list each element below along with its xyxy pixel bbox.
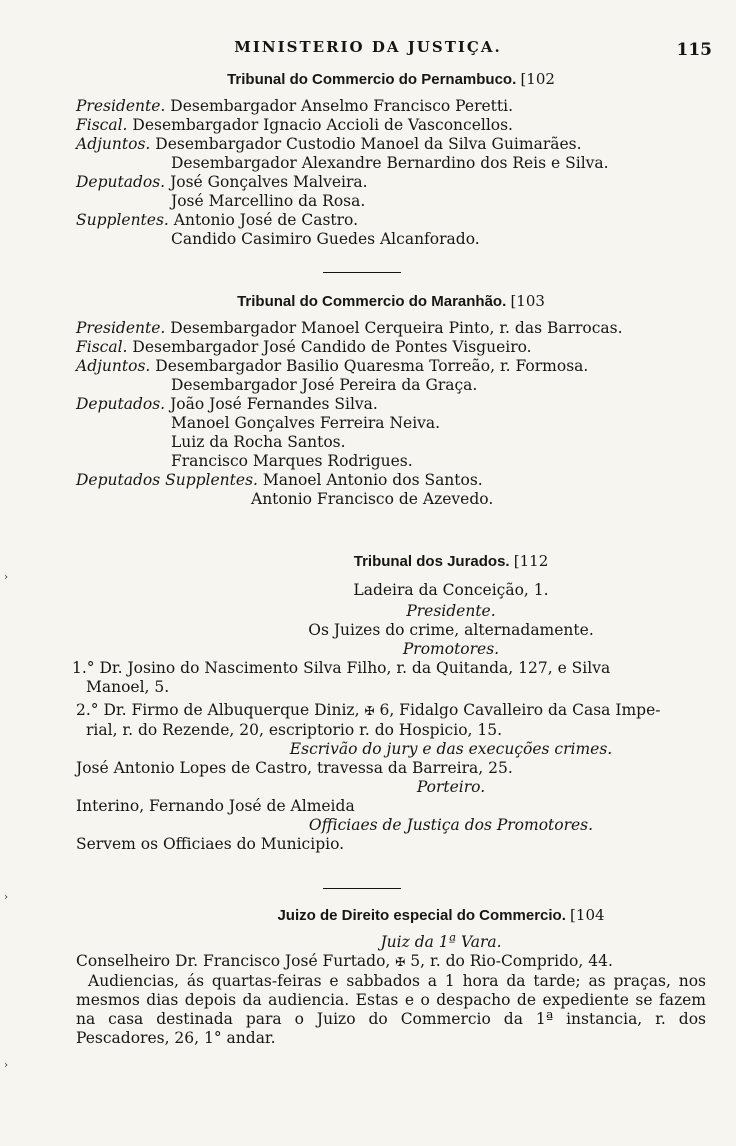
presidente-heading: Presidente. [406,602,496,620]
section-title [76,292,706,311]
vara-heading: Juiz da 1ª Vara. [380,933,502,951]
role-label: Deputados Supplentes. [76,471,258,489]
section-title-text: Juizo de Direito especial do Commercio. [277,907,566,924]
promotor-line [76,701,706,721]
promotor-line-continued: rial, r. do Rezende, 20, escriptorio r. do Hospicio, 15. [86,721,503,739]
promotor-text: 2.° Dr. Firmo de Albuquerque Diniz, [76,701,360,719]
entry-text: Manoel Antonio dos Santos. [262,471,483,489]
entry-text: João José Fernandes Silva. [170,395,378,413]
entry-line [76,376,706,395]
page-number: 115 [676,40,712,60]
promotor-text: 6, Fidalgo Cavalleiro da Casa Impe- [379,701,661,719]
entry-line [76,471,706,490]
juiz-text: Conselheiro Dr. Francisco José Furtado, [76,952,391,970]
entry-text: Candido Casimiro Guedes Alcanforado. [171,230,480,248]
section-title [76,552,706,571]
margin-mark: › [4,892,8,903]
entry-text: Desembargador José Candido de Pontes Visgueiro. [132,338,532,356]
entry-text: Francisco Marques Rodrigues. [171,452,413,470]
entry-line [76,357,706,376]
entry-text: José Gonçalves Malveira. [170,173,368,191]
entry-text: Desembargador Manoel Cerqueira Pinto, r. das Barrocas. [170,319,623,337]
section-ref: [104 [570,906,605,924]
entry-text: Desembargador Alexandre Bernardino dos Reis e Silva. [171,154,609,172]
entry-text: Desembargador Custodio Manoel da Silva Guimarães. [155,135,582,153]
entry-text: Antonio Francisco de Azevedo. [251,490,494,508]
entry-line [76,319,706,338]
section-jurados [72,552,706,854]
entry-text: Desembargador Anselmo Francisco Peretti. [170,97,513,115]
section-title-text: Tribunal dos Jurados. [353,553,510,570]
entry-line [76,211,706,230]
section-title-text: Tribunal do Commercio do Pernambuco. [227,71,517,88]
section-ref: [112 [513,552,549,570]
entry-text: Desembargador Ignacio Accioli de Vasconcellos. [132,116,513,134]
entry-text: José Marcellino da Rosa. [171,192,366,210]
role-label: Adjuntos. [76,357,151,375]
margin-mark: › [4,572,8,583]
role-label: Supplentes. [76,211,169,229]
entry-line [76,395,706,414]
presidente-text: Os Juizes do crime, alternadamente. [308,621,594,639]
escrivao-text: José Antonio Lopes de Castro, travessa da Barreira, 25. [76,759,513,777]
escrivao-heading: Escrivão do jury e das execuções crimes. [289,740,613,758]
entry-line [76,490,706,509]
entry-text: Desembargador Basilio Quaresma Torreão, r. Formosa. [155,357,589,375]
section-ref: [103 [510,292,545,310]
porteiro-text: Interino, Fernando José de Almeida [76,797,355,815]
promotores-heading: Promotores. [402,640,500,658]
address-line: Ladeira da Conceição, 1. [353,581,549,599]
promotor-line-continued: Manoel, 5. [86,678,170,696]
section-ref: [102 [520,70,555,88]
section-juizo [76,906,706,1048]
entry-line [76,154,706,173]
entry-line [76,97,706,116]
entry-line [76,192,706,211]
entry-line [76,338,706,357]
section-divider [323,272,401,273]
entry-line [76,452,706,471]
juiz-line [76,952,706,972]
porteiro-heading: Porteiro. [416,778,486,796]
role-label: Adjuntos. [76,135,151,153]
entry-text: Manoel Gonçalves Ferreira Neiva. [171,414,441,432]
entry-line [76,230,706,249]
section-title-text: Tribunal do Commercio do Maranhão. [237,293,507,310]
order-emblem-icon: ✠ [395,955,406,969]
entry-text: Desembargador José Pereira da Graça. [171,376,478,394]
juiz-text: 5, r. do Rio-Comprido, 44. [410,952,613,970]
section-maranhao [76,292,706,509]
margin-mark: › [4,1060,8,1071]
audiencias-paragraph: Audiencias, ás quartas-feiras e sabbados a 1 hora da tarde; as praças, nos mesmos dias depois da audiencia. Estas e o despacho de expediente se fazem na casa destinada para o Juizo do Commercio da 1ª instancia, r. dos Pescadores, 26, 1° andar. [76,972,706,1047]
entry-line [76,414,706,433]
section-pernambuco [76,70,706,249]
role-label: Fiscal. [76,338,128,356]
section-divider [323,888,401,889]
entry-line [76,135,706,154]
officiaes-text: Servem os Officiaes do Municipio. [76,835,345,853]
officiaes-heading: Officiaes de Justiça dos Promotores. [308,816,594,834]
section-title [76,906,706,925]
entry-line [76,433,706,452]
role-label: Presidente. [76,319,166,337]
role-label: Presidente. [76,97,166,115]
section-title [76,70,706,89]
role-label: Deputados. [76,395,166,413]
order-emblem-icon: ✠ [364,704,375,718]
role-label: Deputados. [76,173,166,191]
entry-text: Luiz da Rocha Santos. [171,433,346,451]
promotor-line: 1.° Dr. Josino do Nascimento Silva Filho, r. da Quitanda, 127, e Silva [72,659,611,677]
entry-line [76,116,706,135]
entry-line [76,173,706,192]
role-label: Fiscal. [76,116,128,134]
running-title: MINISTERIO DA JUSTIÇA. [234,38,502,56]
entry-text: Antonio José de Castro. [173,211,359,229]
